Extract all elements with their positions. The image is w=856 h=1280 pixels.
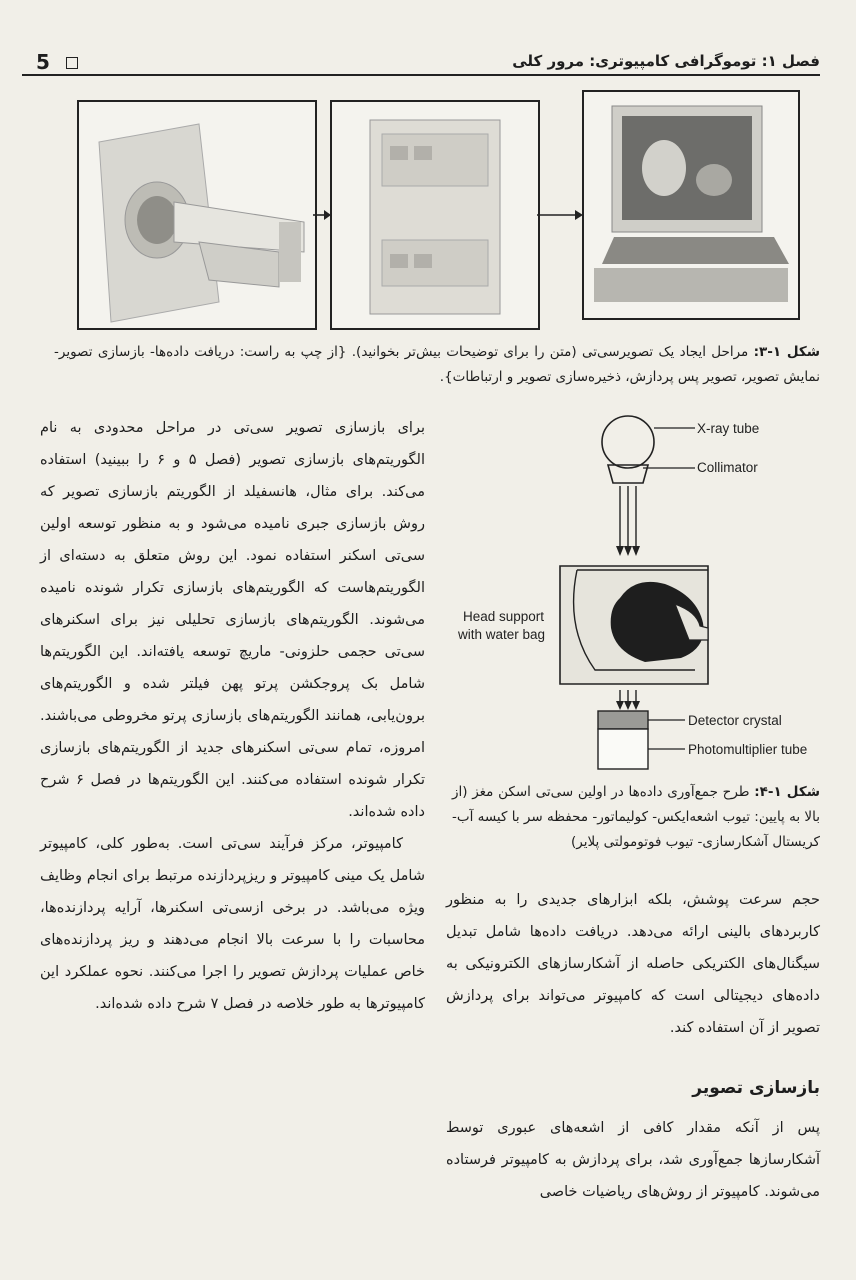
figure-1-4-caption-text: طرح جمع‌آوری داده‌ها در اولین سی‌تی اسکن مغز (از بالا به پایین: تیوب اشعه‌ایکس- کولیماتور- محفظه سر با کیسه آب- کریستال آشکارسازی- تیوب فوتومولتی پلایر) (452, 784, 820, 850)
detector-crystal-shape (598, 711, 648, 729)
right-column-top (446, 884, 820, 1044)
figure-1-3-label: شکل ۱-۳: (753, 344, 820, 360)
ct-scanner-image (79, 102, 315, 328)
label-head-support-2: with water bag (458, 627, 546, 642)
arrow-2-3 (537, 206, 583, 225)
left-column (40, 412, 425, 1020)
figure-panel-display (582, 90, 800, 320)
header-square-icon (66, 57, 78, 69)
label-xray-tube: X-ray tube (697, 421, 760, 436)
left-paragraph-2: کامپیوتر، مرکز فرآیند سی‌تی است. به‌طور کلی، کامپیوتر شامل یک مینی کامپیوتر و ریزپردازنده مرتبط برای انجام وظایف ویژه می‌باشد. در برخی ازسی‌تی اسکنرها، آرایه پردازنده‌ها، محاسبات را با سرعت بالا انجام می‌دهند و ریز پردازنده‌های خاص عملیات پردازش تصویر را اجرا می‌کنند. نحوه عملکرد این کامپیوترها به طور خلاصه در فصل ۷ شرح داده شده‌اند. (40, 836, 425, 1012)
figure-panel-reconstruction (330, 100, 540, 330)
figure-1-4-caption (452, 780, 820, 855)
figure-1-4-label: شکل ۱-۴: (754, 784, 820, 800)
left-paragraph-1: برای بازسازی تصویر سی‌تی در مراحل محدودی به نام الگوریتم‌های بازسازی تصویر (فصل ۵ و ۶ را ببینید) استفاده می‌کند. برای مثال، هانسفیلد از الگوریتم بازسازی تصویر که روش بازسازی جبری نامیده می‌شود و به منظور توسعه اولین سی‌تی اسکنر استفاده نمود. این روش متعلق به دسته‌ای از الگوریتم‌هاست که الگوریتم‌های بازسازی تکرار شونده نامیده می‌شوند. الگوریتم‌های بازسازی تحلیلی نیز برای اسکنرهای سی‌تی حجمی حلزونی- ماریچ توسعه یافته‌اند. این الگوریتم‌ها شامل بک پروجکشن پرتو پهن فیلتر شده و الگوریتم‌های برون‌یابی، همانند الگوریتم‌های بازسازی پرتو مخروطی می‌باشند. امروزه، تمام سی‌تی اسکنرهای جدید از الگوریتم‌های بازسازی تکرار شونده استفاده می‌کنند. این الگوریتم‌ها در فصل ۶ شرح داده شده‌اند. (40, 420, 425, 820)
page-number: 5 (36, 50, 50, 74)
label-detector-crystal: Detector crystal (688, 713, 782, 728)
arrow-1-2 (313, 206, 331, 225)
figure-1-4-diagram (445, 408, 825, 778)
label-head-support-1: Head support (463, 609, 545, 624)
right-column-bottom (446, 1112, 820, 1208)
pmt-shape (598, 729, 648, 769)
xray-tube-shape (602, 416, 654, 468)
header-rule (22, 74, 820, 76)
label-collimator: Collimator (697, 460, 758, 475)
figure-panel-scanner (77, 100, 317, 330)
page-header (22, 52, 820, 82)
chapter-title: فصل ۱: توموگرافی کامپیوتری: مرور کلی (512, 52, 820, 70)
right-paragraph-2: پس از آنکه مقدار کافی از اشعه‌های عبوری توسط آشکارسازها جمع‌آوری شد، برای پردازش به کامپیوتر فرستاده می‌شوند. کامپیوتر از روش‌های ریاضیات خاصی (446, 1120, 820, 1200)
reconstruction-cabinet-image (332, 102, 538, 328)
figure-1-3-caption (54, 340, 820, 390)
figure-1-3-caption-text: مراحل ایجاد یک تصویرسی‌تی (متن را برای توضیحات بیش‌تر بخوانید). {از چپ به راست: دریافت داده‌ها- بازسازی تصویر- نمایش تصویر، تصویر پس پردازش، ذخیره‌سازی تصویر و ارتباطات}. (54, 344, 820, 385)
right-paragraph-1: حجم سرعت پوشش، بلکه ابزارهای جدیدی را به منظور کاربردهای بالینی ارائه می‌دهد. دریافت داده‌ها شامل تبدیل سیگنال‌های الکتریکی حاصله از آشکارسازهای الکترونیکی به داده‌های دیجیتالی است که کامپیوتر می‌تواند برای پردازش تصویر از آن استفاده کند. (446, 892, 820, 1036)
section-title: بازسازی تصویر (692, 1078, 820, 1098)
display-workstation-image (584, 92, 798, 318)
label-pmt: Photomultiplier tube (688, 742, 808, 757)
